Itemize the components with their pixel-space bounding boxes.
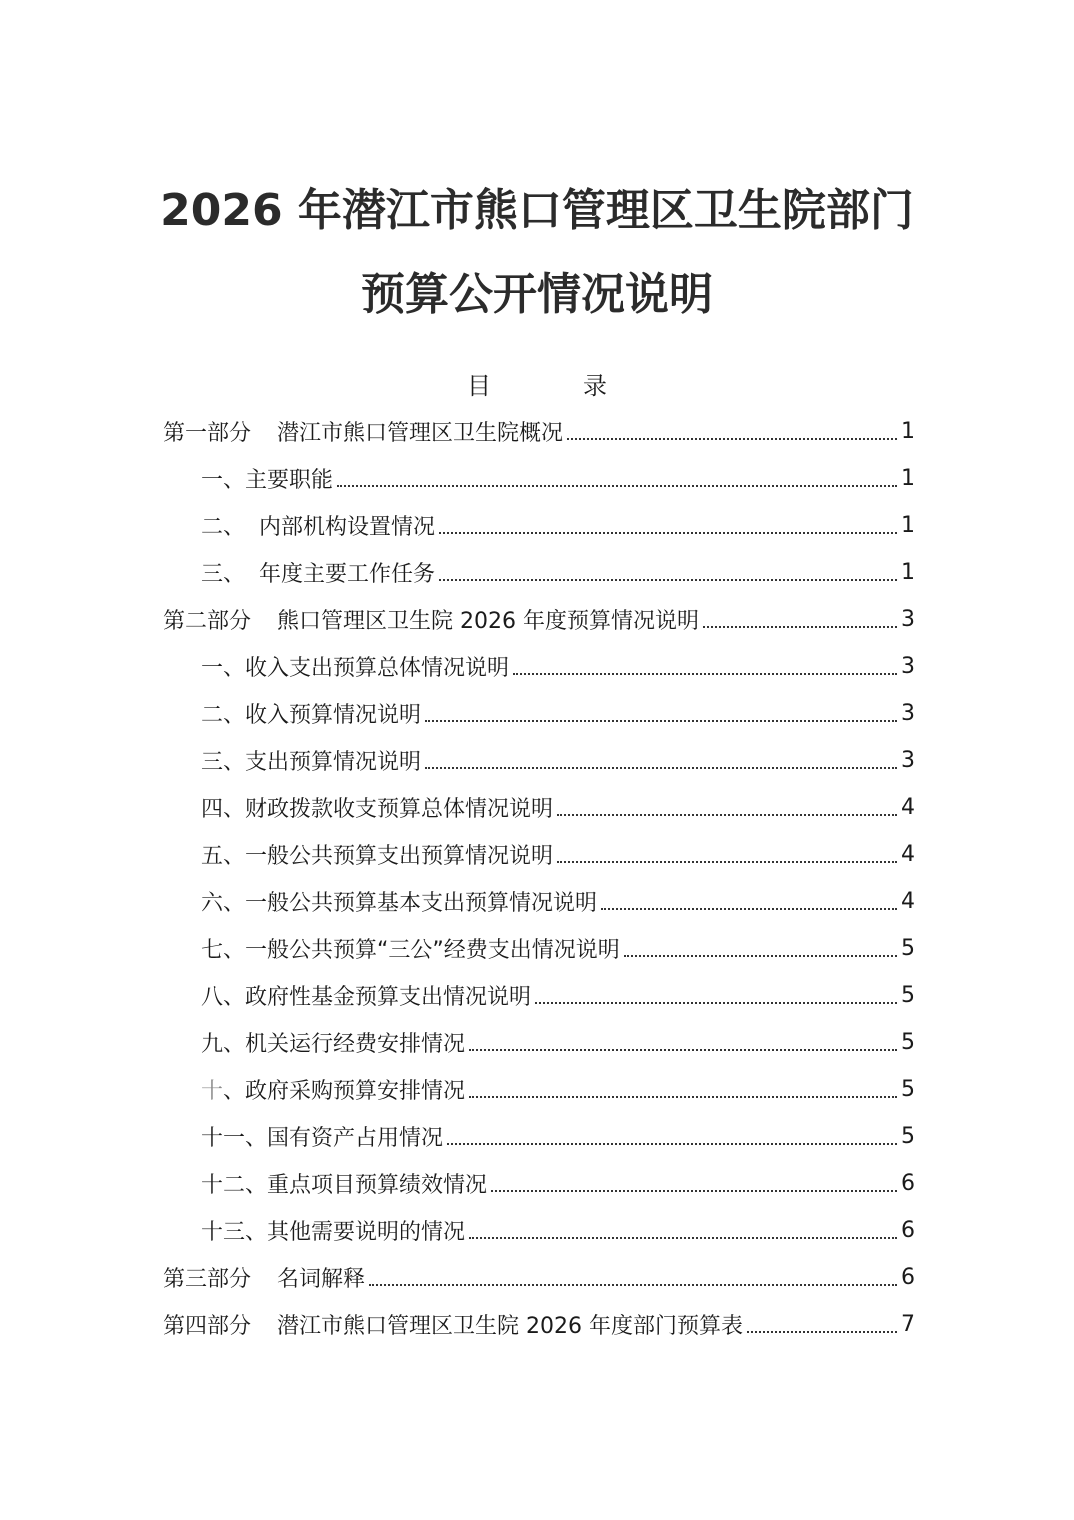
toc-entry-text: 其他需要说明的情况 bbox=[267, 1220, 466, 1245]
toc-entry-text: 名词解释 bbox=[277, 1267, 366, 1292]
dot-leader bbox=[425, 719, 897, 722]
toc-entry-text: 潜江市熊口管理区卫生院概况 bbox=[277, 421, 564, 446]
dot-leader bbox=[469, 1048, 897, 1051]
dot-leader bbox=[703, 625, 897, 628]
toc-page-number: 4 bbox=[901, 842, 915, 867]
toc-page-number: 4 bbox=[901, 795, 915, 820]
toc-entry-text: 收入预算情况说明 bbox=[245, 703, 422, 728]
toc-entry-1-3[interactable] bbox=[163, 549, 915, 596]
toc-entry-text: 熊口管理区卫生院 2026 年度预算情况说明 bbox=[277, 609, 699, 634]
toc-entry-2-6[interactable] bbox=[163, 878, 915, 925]
toc-entry-text: 一般公共预算支出预算情况说明 bbox=[245, 844, 554, 869]
toc-entry-number: 十一、 bbox=[201, 1126, 268, 1151]
toc-entry-2-13[interactable] bbox=[163, 1207, 915, 1254]
dot-leader bbox=[439, 531, 897, 534]
dot-leader bbox=[369, 1283, 897, 1286]
toc-page-number: 1 bbox=[901, 560, 915, 585]
toc-page-number: 4 bbox=[901, 889, 915, 914]
toc-entry-text: 支出预算情况说明 bbox=[245, 750, 422, 775]
toc-entry-text: 主要职能 bbox=[245, 468, 334, 493]
toc-page-number: 5 bbox=[901, 936, 915, 961]
toc-page-number: 6 bbox=[901, 1265, 915, 1290]
toc-entry-2-2[interactable] bbox=[163, 690, 915, 737]
toc-entry-text: 机关运行经费安排情况 bbox=[245, 1032, 466, 1057]
dot-leader bbox=[557, 813, 897, 816]
toc-entry-2-10[interactable] bbox=[163, 1066, 915, 1113]
dot-leader bbox=[567, 437, 897, 440]
dot-leader bbox=[469, 1095, 897, 1098]
dot-leader bbox=[557, 860, 897, 863]
toc-entry-text: 一般公共预算“三公”经费支出情况说明 bbox=[245, 938, 620, 963]
dot-leader bbox=[624, 954, 897, 957]
toc-page-number: 3 bbox=[901, 701, 915, 726]
toc-entry-text: 内部机构设置情况 bbox=[259, 515, 436, 540]
toc-entry-number: 十二、 bbox=[201, 1173, 268, 1198]
toc-entry-number: 第一部分 bbox=[163, 421, 252, 446]
toc-entry-number: 一、 bbox=[201, 468, 246, 493]
dot-leader bbox=[747, 1330, 897, 1333]
toc-entry-2-9[interactable] bbox=[163, 1019, 915, 1066]
toc-entry-text: 年度主要工作任务 bbox=[259, 562, 436, 587]
toc-entry-part-4[interactable] bbox=[163, 1301, 915, 1348]
toc-entry-text: 收入支出预算总体情况说明 bbox=[245, 656, 510, 681]
toc-entry-2-11[interactable] bbox=[163, 1113, 915, 1160]
toc-entry-2-3[interactable] bbox=[163, 737, 915, 784]
toc-entry-text: 政府性基金预算支出情况说明 bbox=[245, 985, 532, 1010]
toc-entry-number: 第三部分 bbox=[163, 1267, 252, 1292]
toc-page-number: 7 bbox=[901, 1312, 915, 1337]
toc-entry-part-2[interactable] bbox=[163, 596, 915, 643]
document-title-line-1: 2026 年潜江市熊口管理区卫生院部门 bbox=[160, 185, 914, 236]
toc-entry-2-4[interactable] bbox=[163, 784, 915, 831]
toc-page-number: 3 bbox=[901, 748, 915, 773]
toc-entry-number: 三、 bbox=[201, 750, 246, 775]
toc-entry-1-2[interactable] bbox=[163, 502, 915, 549]
toc-entry-text: 国有资产占用情况 bbox=[267, 1126, 444, 1151]
toc-heading: 目 录 bbox=[467, 372, 641, 400]
toc-page-number: 3 bbox=[901, 654, 915, 679]
toc-entry-text: 、政府采购预算安排情况 bbox=[223, 1079, 466, 1104]
toc-entry-2-8[interactable] bbox=[163, 972, 915, 1019]
toc-entry-text: 潜江市熊口管理区卫生院 2026 年度部门预算表 bbox=[277, 1314, 743, 1339]
toc-entry-text: 一般公共预算基本支出预算情况说明 bbox=[245, 891, 598, 916]
toc-page-number: 6 bbox=[901, 1171, 915, 1196]
toc-page-number: 5 bbox=[901, 1030, 915, 1055]
toc-entry-part-1[interactable] bbox=[163, 408, 915, 455]
toc-entry-number: 十三、 bbox=[201, 1220, 268, 1245]
toc-entry-number: 九、 bbox=[201, 1032, 246, 1057]
toc-page-number: 6 bbox=[901, 1218, 915, 1243]
toc-entry-number: 二、 bbox=[201, 515, 246, 540]
toc-entry-text: 重点项目预算绩效情况 bbox=[267, 1173, 488, 1198]
toc-entry-number: 五、 bbox=[201, 844, 246, 869]
toc-entry-number: 十 bbox=[201, 1079, 224, 1104]
dot-leader bbox=[337, 484, 897, 487]
toc-page-number: 1 bbox=[901, 419, 915, 444]
toc-entry-1-1[interactable] bbox=[163, 455, 915, 502]
toc-entry-number: 第四部分 bbox=[163, 1314, 252, 1339]
dot-leader bbox=[425, 766, 897, 769]
dot-leader bbox=[447, 1142, 897, 1145]
toc-page-number: 1 bbox=[901, 513, 915, 538]
toc-entry-number: 一、 bbox=[201, 656, 246, 681]
toc-entry-part-3[interactable] bbox=[163, 1254, 915, 1301]
toc-entry-text: 财政拨款收支预算总体情况说明 bbox=[245, 797, 554, 822]
toc-entry-number: 三、 bbox=[201, 562, 246, 587]
toc-entry-number: 四、 bbox=[201, 797, 246, 822]
dot-leader bbox=[491, 1189, 897, 1192]
toc-entry-2-1[interactable] bbox=[163, 643, 915, 690]
toc-page-number: 5 bbox=[901, 1124, 915, 1149]
toc-entry-2-12[interactable] bbox=[163, 1160, 915, 1207]
toc-entry-number: 六、 bbox=[201, 891, 246, 916]
toc-entry-number: 七、 bbox=[201, 938, 246, 963]
toc-page-number: 1 bbox=[901, 466, 915, 491]
toc-page-number: 3 bbox=[901, 607, 915, 632]
toc-entry-number: 二、 bbox=[201, 703, 246, 728]
table-of-contents bbox=[163, 408, 915, 1348]
toc-entry-number: 八、 bbox=[201, 985, 246, 1010]
toc-page-number: 5 bbox=[901, 1077, 915, 1102]
toc-page-number: 5 bbox=[901, 983, 915, 1008]
toc-entry-2-7[interactable] bbox=[163, 925, 915, 972]
dot-leader bbox=[601, 907, 897, 910]
dot-leader bbox=[535, 1001, 897, 1004]
document-title-line-2: 预算公开情况说明 bbox=[361, 269, 713, 320]
toc-entry-2-5[interactable] bbox=[163, 831, 915, 878]
dot-leader bbox=[469, 1236, 897, 1239]
dot-leader bbox=[513, 672, 897, 675]
dot-leader bbox=[439, 578, 897, 581]
toc-entry-number: 第二部分 bbox=[163, 609, 252, 634]
